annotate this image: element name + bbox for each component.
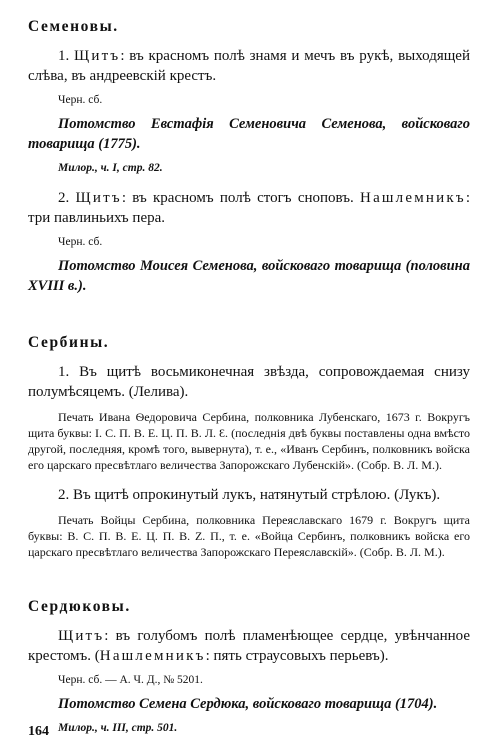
- reference-note: Милор., ч. I, стр. 82.: [58, 162, 163, 174]
- entry-number: 1.: [58, 364, 70, 380]
- shield-label: Щитъ: [74, 48, 121, 64]
- source-note: Черн. сб.: [58, 94, 103, 106]
- entry-number: 1.: [58, 48, 70, 64]
- entry-text: Въ щитѣ восьмиконечная звѣзда, сопровождаемая снизу полумѣсяцемъ. (Лелива).: [28, 364, 470, 400]
- entry-serbiny-1: [28, 362, 470, 402]
- crest-label: Нашлемникъ: [360, 190, 466, 206]
- family-heading-serbiny: Сербины.: [28, 334, 110, 351]
- seal-note: Печать Войцы Сербина, полковника Переяславскаго 1679 г. Вокругъ щита буквы: В. С. П. В. Е. Ц. П. В. Z. П., т. е. «Войца Сербинъ, полковникъ войска его царскаго пресвѣтлаго величества Запорожскаго Переяславскій». (Собр. В. Л. М.).: [28, 513, 470, 559]
- entry-serdyukovy-1: [28, 626, 470, 666]
- entry-number: 2.: [58, 487, 70, 503]
- shield-label: Щитъ: [75, 190, 122, 206]
- shield-label: Щитъ: [58, 628, 105, 644]
- page-body: [28, 18, 470, 736]
- family-heading-serdyukovy: Сердюковы.: [28, 598, 131, 615]
- lineage-note: Потомство Семена Сердюка, войсковаго товарища (1704).: [58, 696, 438, 712]
- entry-serbiny-2: [28, 485, 470, 505]
- reference-note: Милор., ч. III, стр. 501.: [58, 722, 178, 734]
- family-heading-semenovy: Семеновы.: [28, 18, 119, 35]
- crest-text: : пять страусовыхъ перьевъ).: [205, 648, 389, 664]
- entry-text: : въ голубомъ полѣ пламенѣющее сердце, увѣнчанное крестомъ. (: [28, 628, 470, 664]
- crest-text: : три павлиньихъ пера.: [28, 190, 470, 226]
- entry-text: Въ щитѣ опрокинутый лукъ, натянутый стрѣлою. (Лукъ).: [73, 487, 441, 503]
- lineage-note: Потомство Моисея Семенова, войсковаго товарища (половина XVIII в.).: [28, 258, 470, 294]
- entry-semenovy-2: [28, 188, 470, 228]
- entry-semenovy-1: [28, 46, 470, 86]
- lineage-note: Потомство Евстафія Семеновича Семенова, войсковаго товарища (1775).: [28, 116, 470, 152]
- entry-text: : въ красномъ полѣ стогъ сноповъ.: [121, 190, 361, 206]
- seal-note: Печать Ивана Ѳедоровича Сербина, полковника Лубенскаго, 1673 г. Вокругъ щита буквы: І. С. П. В. Е. Ц. П. В. Л. Ɛ. (последнія двѣ буквы поставлены одна вмѣсто другой, последняя, кромѣ того, вывернута), т. е., «Иванъ Сербинъ, полковникъ войска его царскаго пресвѣтлаго величества Запорожскаго Лубенскій». (Собр. В. Л. М.).: [28, 410, 470, 472]
- source-note: Черн. сб.: [58, 236, 103, 248]
- entry-text: : въ красномъ полѣ знамя и мечъ въ рукѣ, выходящей слѣва, въ андреевскій крестъ.: [28, 48, 470, 84]
- page-number: 164: [28, 724, 49, 739]
- source-note: Черн. сб. — А. Ч. Д., № 5201.: [58, 674, 203, 686]
- crest-label: Нашлемникъ: [99, 648, 206, 664]
- entry-number: 2.: [58, 190, 70, 206]
